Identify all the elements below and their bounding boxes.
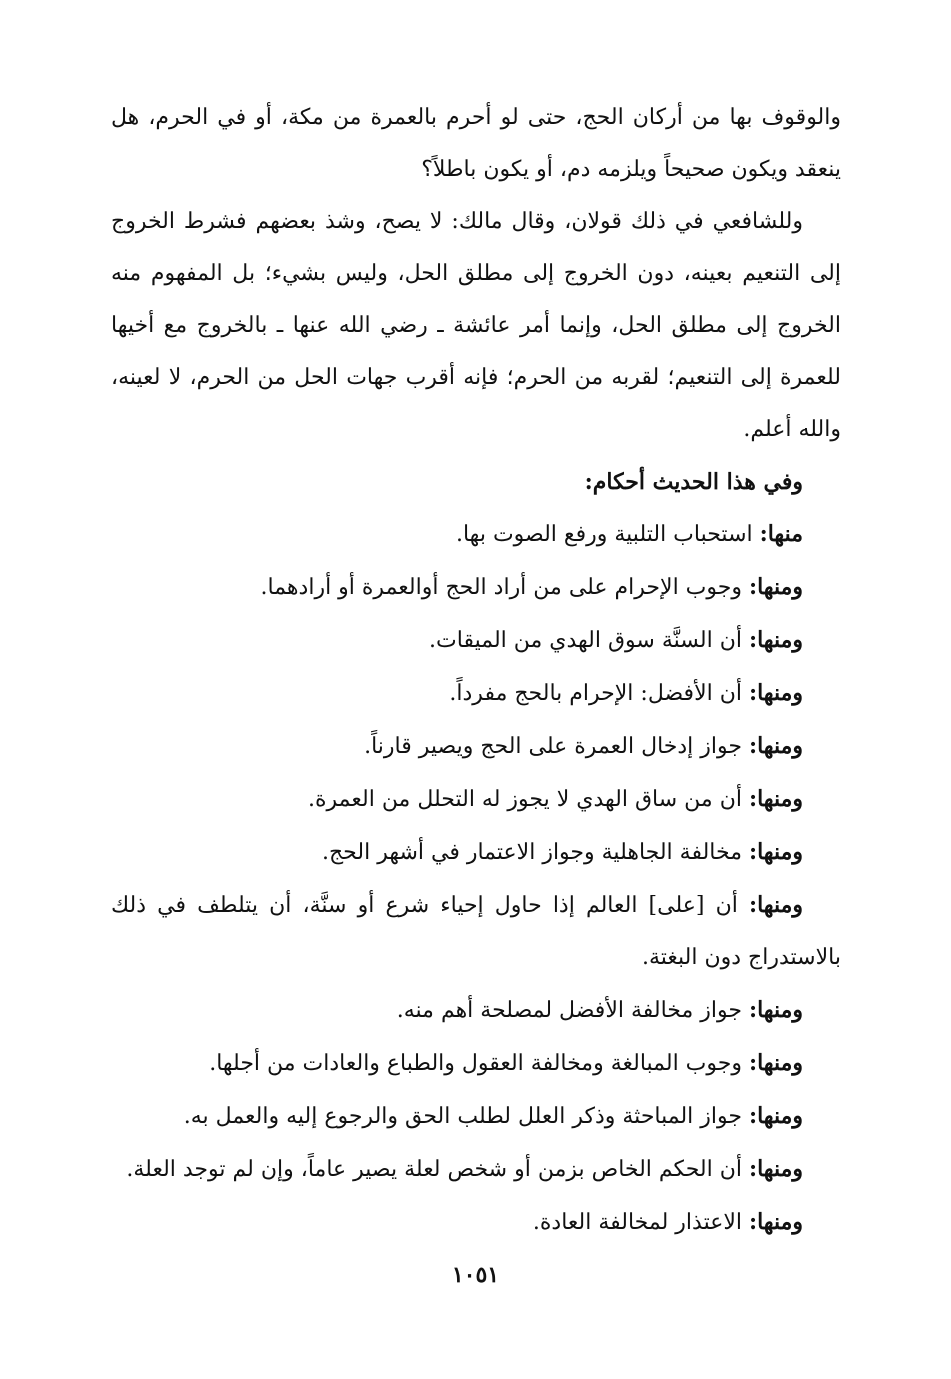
ruling-text: أن السنَّة سوق الهدي من الميقات. [429,628,749,653]
opening-paragraph: والوقوف بها من أركان الحج، حتى لو أحرم بالعمرة من مكة، أو في الحرم، هل ينعقد ويكون صحيحاً ويلزمه دم، أو يكون باطلاً؟ [111,105,841,182]
ruling-item [111,879,841,984]
ruling-item [111,614,841,667]
ruling-item [111,508,841,561]
ruling-item [111,1196,841,1249]
ruling-item [111,1090,841,1143]
page-body [111,92,841,1249]
ruling-label: ومنها: [748,680,803,706]
ruling-label: ومنها: [748,1156,803,1182]
ruling-item [111,667,841,720]
ruling-label: ومنها: [748,997,803,1023]
ruling-label: ومنها: [748,627,803,653]
ruling-text: وجوب المبالغة ومخالفة العقول والطباع والعادات من أجلها. [209,1051,749,1076]
ruling-text: أن الحكم الخاص بزمن أو شخص لعلة يصير عاماً، وإن لم توجد العلة. [126,1157,749,1182]
ruling-label: ومنها: [748,1050,803,1076]
ruling-text: أن [على] العالم إذا حاول إحياء شرع أو سنَّة، أن يتلطف في ذلك بالاستدراج دون البغتة. [111,893,841,970]
ruling-text: جواز مخالفة الأفضل لمصلحة أهم منه. [396,998,749,1023]
ruling-text: جواز المباحثة وذكر العلل لطلب الحق والرجوع إليه والعمل به. [183,1104,749,1129]
ruling-item [111,561,841,614]
ruling-text: أن الأفضل: الإحرام بالحج مفرداً. [449,681,749,706]
ruling-item [111,773,841,826]
ruling-label: ومنها: [748,892,803,918]
ruling-text: استحباب التلبية ورفع الصوت بها. [455,522,760,547]
ruling-label: ومنها: [748,1103,803,1129]
ruling-label: منها: [759,521,803,547]
ruling-text: جواز إدخال العمرة على الحج ويصير قارناً. [364,734,749,759]
page-number: ١٠٥١ [451,1262,500,1288]
ruling-item [111,984,841,1037]
ruling-label: ومنها: [748,1209,803,1235]
ruling-text: أن من ساق الهدي لا يجوز له التحلل من العمرة. [308,787,749,812]
rulings-heading: وفي هذا الحديث أحكام: [584,469,803,495]
ruling-item [111,1143,841,1196]
ruling-text: وجوب الإحرام على من أراد الحج أوالعمرة أو أرادهما. [260,575,749,600]
ruling-label: ومنها: [748,733,803,759]
rulings-list [111,508,841,1249]
ruling-text: مخالفة الجاهلية وجواز الاعتمار في أشهر الحج. [321,840,749,865]
ruling-label: ومنها: [748,574,803,600]
shafii-paragraph: وللشافعي في ذلك قولان، وقال مالك: لا يصح، وشذ بعضهم فشرط الخروج إلى التنعيم بعينه، دون الخروج إلى مطلق الحل، وليس بشيء؛ بل المفهوم منه الخروج إلى مطلق الحل، وإنما أمر عائشة ـ رضي الله عنها ـ بالخروج مع أخيها للعمرة إلى التنعيم؛ لقربه من الحرم؛ فإنه أقرب جهات الحل من الحرم، لا لعينه، والله أعلم. [111,209,841,442]
ruling-label: ومنها: [748,786,803,812]
ruling-label: ومنها: [748,839,803,865]
ruling-text: الاعتذار لمخالفة العادة. [532,1210,749,1235]
ruling-item [111,826,841,879]
ruling-item [111,720,841,773]
ruling-item [111,1037,841,1090]
